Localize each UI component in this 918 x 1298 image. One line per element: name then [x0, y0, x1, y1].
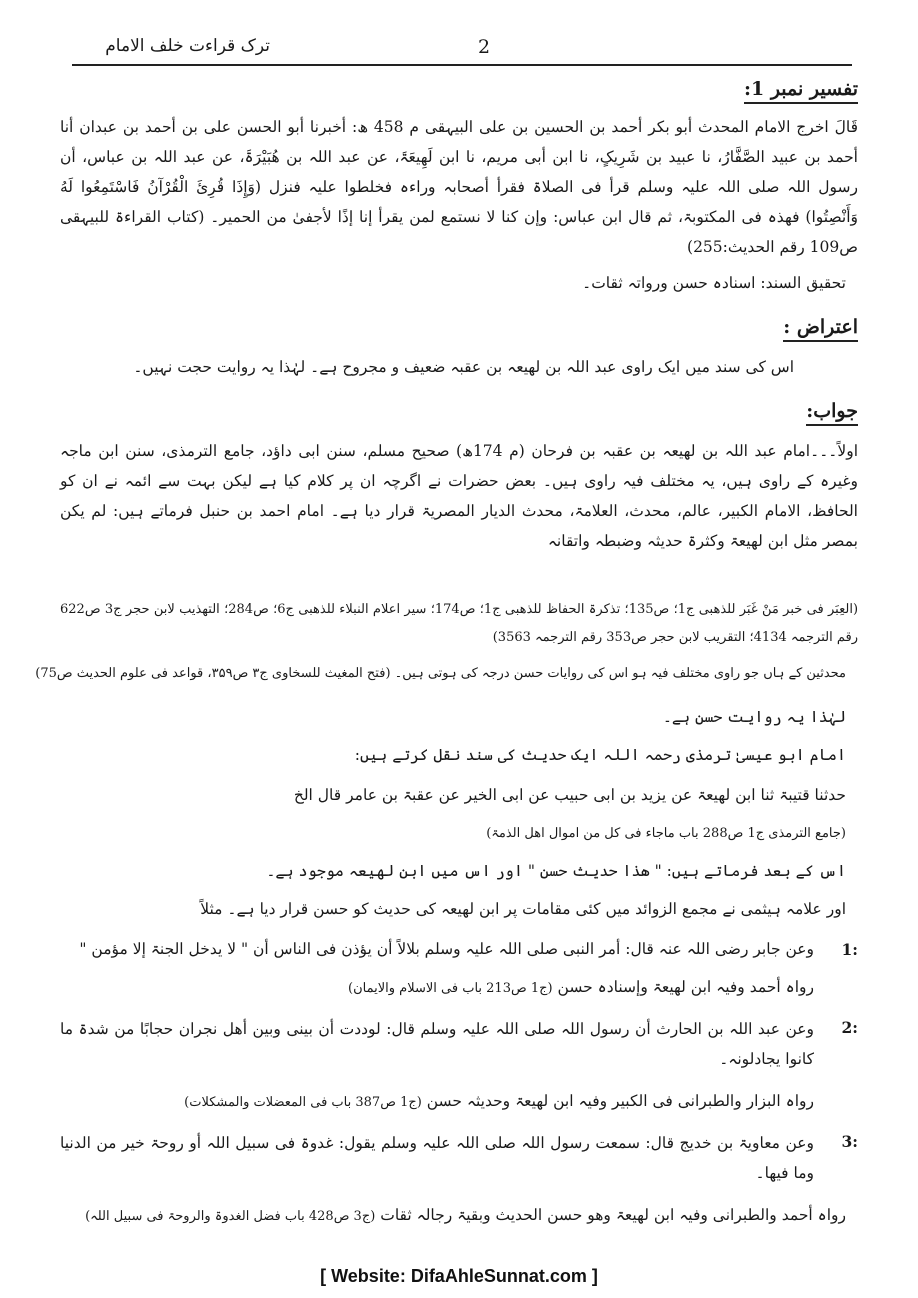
answer-references-1: (العِبَر فی خبر مَنْ غَبَر للذھبی ج1؛ ص135؛ تذکرۃ الحفاظ للذھبی ج1؛ ص174؛ سیر اعلام النبلاء للذھبی ج6؛ ص284؛ التھذیب لابن حجر ج3 ص622 رقم الترجمہ 4134؛ التقریب لابن حجر ص353 رقم الترجمہ 3563)	[60, 602, 859, 645]
header-divider	[72, 64, 852, 66]
example-text: وعن معاویۃ بن خدیج قال: سمعت رسول اللہ صلی اللہ علیہ وسلم یقول: غدوۃ فی سبیل اللہ أو روحۃ خیر من الدنیا وما فیھا۔	[60, 1134, 814, 1182]
example-narration-text: رواہ البزار والطبرانی فی الکبیر وفیہ ابن لھیعۃ وحدیثہ حسن	[426, 1092, 814, 1110]
tirmidhi-sanad: حدثنا قتیبۃ ثنا ابن لھیعۃ عن یزید بن ابی حبیب عن ابی الخیر عن عقبۃ بن عامر قال الخ	[293, 786, 846, 804]
example-number: 1:	[841, 940, 858, 959]
website-footer: [ Website: DifaAhleSunnat.com ]	[320, 1266, 598, 1286]
hasan-conclusion: لہٰذا یہ روایت حسن ہے۔	[662, 708, 846, 726]
example-text: وعن عبد اللہ بن الحارث أن رسول اللہ صلی اللہ علیہ وسلم قال: لوددت أن بینی وبین أھل نجران حجابًا من شدۃ ما کانوا یجادلونہ۔	[60, 1020, 814, 1068]
example-narration	[184, 1092, 814, 1110]
example-narration-text: رواہ أحمد والطبرانی وفیہ ابن لھیعۃ وھو حسن الحدیث وبقیۃ رجالہ ثقات	[380, 1206, 846, 1224]
page-number: 2	[478, 36, 491, 58]
example-reference: (ج3 ص428 باب فضل الغدوۃ والروحۃ فی سبیل اللہ)	[85, 1209, 376, 1224]
tafseer-text: قَالَ اخرج الامام المحدث أبو بکر أحمد بن الحسین بن علی البیہقی م 458 ھ: أخبرنا أبو الحسن علی بن أحمد بن عبدان أنا أحمد بن عبید الصَّفَّارُ، نا عبید بن شَرِیکٍ، نا ابن أبی مریم، نا ابن لَھِیعَۃَ، عن عبد اللہ بن ھُبَیْرَۃَ، عن عبد اللہ بن عباس، أن رسول اللہ صلی اللہ علیہ وسلم قرأ فی الصلاۃ فقرأ أصحابہ وراءہ فخلطوا علیہ فنزل (وَإِذَا قُرِئَ الْقُرْآنُ فَاسْتَمِعُوا لَهُ وَأَنْصِتُوا) فھذہ فی المکتوبۃ، ثم قال ابن عباس: وإن کنا لا نستمع لمن یقرأ إنا إذًا لأجفیٰ من الحمیر۔ (کتاب القراءۃ للبیہقی ص109 رقم الحدیث:255)	[60, 118, 858, 256]
example-reference: (ج1 ص213 باب فی الاسلام والایمان)	[348, 981, 553, 996]
answer-heading: جواب:	[806, 400, 858, 426]
objection-heading: اعتراض :	[783, 316, 858, 342]
example-reference: (ج1 ص387 باب فی المعضلات والمشکلات)	[184, 1095, 422, 1110]
haythami-text: اور علامہ ہیثمی نے مجمع الزوائد میں کئی مقامات پر ابن لھیعہ کی حدیث کو حسن قرار دیا ہے۔ مثلاً	[200, 900, 846, 918]
example-narration	[348, 978, 814, 996]
muhaddithin-text: محدثین کے ہاں جو راوی مختلف فیہ ہو اس کی روایات حسن درجہ کی ہوتی ہیں۔ (فتح المغیث للسخاوی ج۳ ص۳۵۹، قواعد فی علوم الحدیث ص75)	[35, 666, 846, 681]
example-number: 2:	[841, 1018, 858, 1037]
example-narration-text: رواہ أحمد وفیہ ابن لھیعۃ وإسنادہ حسن	[557, 978, 814, 996]
example-number: 3:	[841, 1132, 858, 1151]
tirmidhi-reference: (جامع الترمذی ج1 ص288 باب ماجاء فی کل من اموال اھل الذمۃ)	[486, 826, 846, 841]
answer-paragraph-1: اولاً۔۔۔امام عبد اللہ بن لھیعہ بن عقبہ بن فرحان (م 174ھ) صحیح مسلم، سنن ابی داؤد، جامع الترمذی، سنن ابن ماجہ وغیرہ کے راوی ہیں، یہ مختلف فیہ راوی ہیں۔ بعض حضرات نے اگرچہ ان پر کلام کیا ہے لیکن بہت سے ائمہ نے ان کو الحافظ، الامام الکبیر، عالم، محدث، العلامۃ، محدث الدیار المصریۃ قرار دیا ہے۔ امام احمد بن حنبل فرماتے ہیں: لم یکن بمصر مثل ابن لھیعۃ وکثرۃ حدیثہ وضبطہ واتقانہ	[60, 442, 858, 550]
objection-text: اس کی سند میں ایک راوی عبد اللہ بن لھیعہ بن عقبہ ضعیف و مجروح ہے۔ لہٰذا یہ روایت حجت نہیں۔	[133, 358, 794, 376]
tafseer-verification: تحقیق السند: اسنادہ حسن ورواتہ ثقات۔	[582, 274, 846, 292]
running-header-title: ترک قراءت خلف الامام	[105, 36, 270, 56]
example-text: وعن جابر رضی اللہ عنہ قال: أمر النبی صلی اللہ علیہ وسلم بلالاً أن یؤذن فی الناس أن " لا یدخل الجنۃ إلا مؤمن "	[79, 940, 814, 958]
tafseer-heading: تفسیر نمبر 1:	[744, 78, 858, 104]
example-narration	[85, 1206, 846, 1224]
tirmidhi-intro: امام ابو عیسیٰ ترمذی رحمہ اللہ ایک حدیث کی سند نقل کرتے ہیں:	[354, 746, 846, 764]
after-text: اس کے بعد فرماتے ہیں: " ھذا حدیث حسن " اور اس میں ابن لھیعہ موجود ہے۔	[266, 862, 846, 880]
